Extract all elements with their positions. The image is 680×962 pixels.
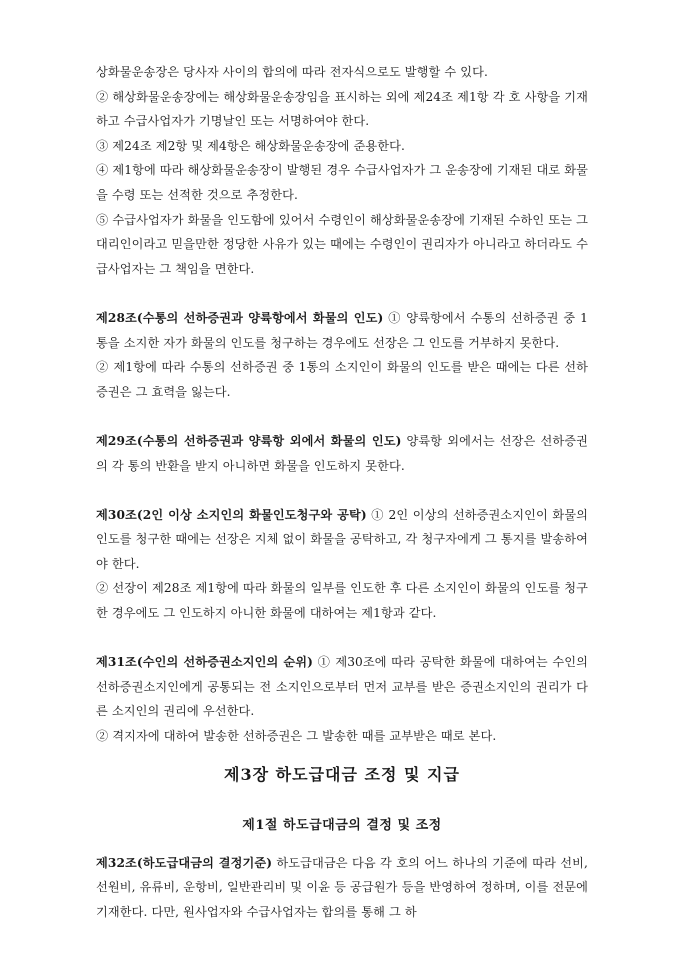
paragraph: 상화물운송장은 당사자 사이의 합의에 따라 전자식으로도 발행할 수 있다.: [96, 65, 488, 79]
chapter-title: 제3장 하도급대금 조정 및 지급: [224, 764, 460, 784]
article-heading: 제29조(수통의 선하증권과 양륙항 외에서 화물의 인도): [96, 433, 402, 448]
article-30: [96, 503, 588, 577]
article-text: ① 2인 이상의 선하증권소지인이 화물의 인도를 청구한 때에는 선장은 지체 없이 화물을 공탁하고, 각 청구자에게 그 통지를 발송하여야 한다.: [96, 507, 589, 571]
article-heading: 제28조(수통의 선하증권과 양륙항에서 화물의 인도): [96, 310, 384, 325]
document-page: [96, 60, 588, 924]
article-heading: 제31조(수인의 선하증권소지인의 순위): [96, 655, 314, 670]
article-text: 양륙항 외에서는 선장은 선하증권의 각 통의 반환을 받지 아니하면 화물을 인도하지 못한다.: [96, 433, 588, 473]
article-31: [96, 650, 588, 724]
article-text: ① 제30조에 따라 공탁한 화물에 대하여는 수인의 선하증권소지인에게 공통되는 전 소지인으로부터 먼저 교부를 받은 증권소지인의 권리가 다른 소지인의 권리에 우선한다.: [96, 655, 589, 719]
section-title: 제1절 하도급대금의 결정 및 조정: [242, 817, 442, 833]
article-heading: 제32조(하도급대금의 결정기준): [96, 855, 273, 870]
article-28: [96, 306, 588, 355]
paragraph: ② 해상화물운송장에는 해상화물운송장임을 표시하는 외에 제24조 제1항 각 호 사항을 기재하고 수급사업자가 기명날인 또는 서명하여야 한다.: [96, 89, 588, 129]
paragraph: ② 제1항에 따라 수통의 선하증권 중 1통의 소지인이 화물의 인도를 받은 때에는 다른 선하증권은 그 효력을 잃는다.: [96, 360, 588, 399]
paragraph: ⑤ 수급사업자가 화물을 인도함에 있어서 수령인이 해상화물운송장에 기재된 수하인 또는 그 대리인이라고 믿을만한 정당한 사유가 있는 때에는 수령인이 권리자가 아니라고 하더라도 수급사업자는 그 책임을 면한다.: [96, 212, 588, 276]
article-32: [96, 851, 588, 925]
article-text: ① 양륙항에서 수통의 선하증권 중 1통을 소지한 자가 화물의 인도를 청구하는 경우에도 선장은 그 인도를 거부하지 못한다.: [96, 310, 588, 350]
paragraph: ② 선장이 제28조 제1항에 따라 화물의 일부를 인도한 후 다른 소지인이 화물의 인도를 청구한 경우에도 그 인도하지 아니한 화물에 대하여는 제1항과 같다.: [96, 581, 588, 621]
article-heading: 제30조(2인 이상 소지인의 화물인도청구와 공탁): [96, 507, 367, 522]
article-text: 하도급대금은 다음 각 호의 어느 하나의 기준에 따라 선비, 선원비, 유류비, 운항비, 일반관리비 및 이윤 등 공급원가 등을 반영하여 정하며, 이를 전문에 기재한다. 다만, 원사업자와 수급사업자는 합의를 통해 그 하: [96, 855, 588, 919]
article-29: [96, 429, 588, 478]
paragraph: ② 격지자에 대하여 발송한 선하증권은 그 발송한 때를 교부받은 때로 본다.: [96, 729, 497, 744]
paragraph: ③ 제24조 제2항 및 제4항은 해상화물운송장에 준용한다.: [96, 138, 405, 153]
paragraph: ④ 제1항에 따라 해상화물운송장이 발행된 경우 수급사업자가 그 운송장에 기재된 대로 화물을 수령 또는 선적한 것으로 추정한다.: [96, 163, 588, 202]
